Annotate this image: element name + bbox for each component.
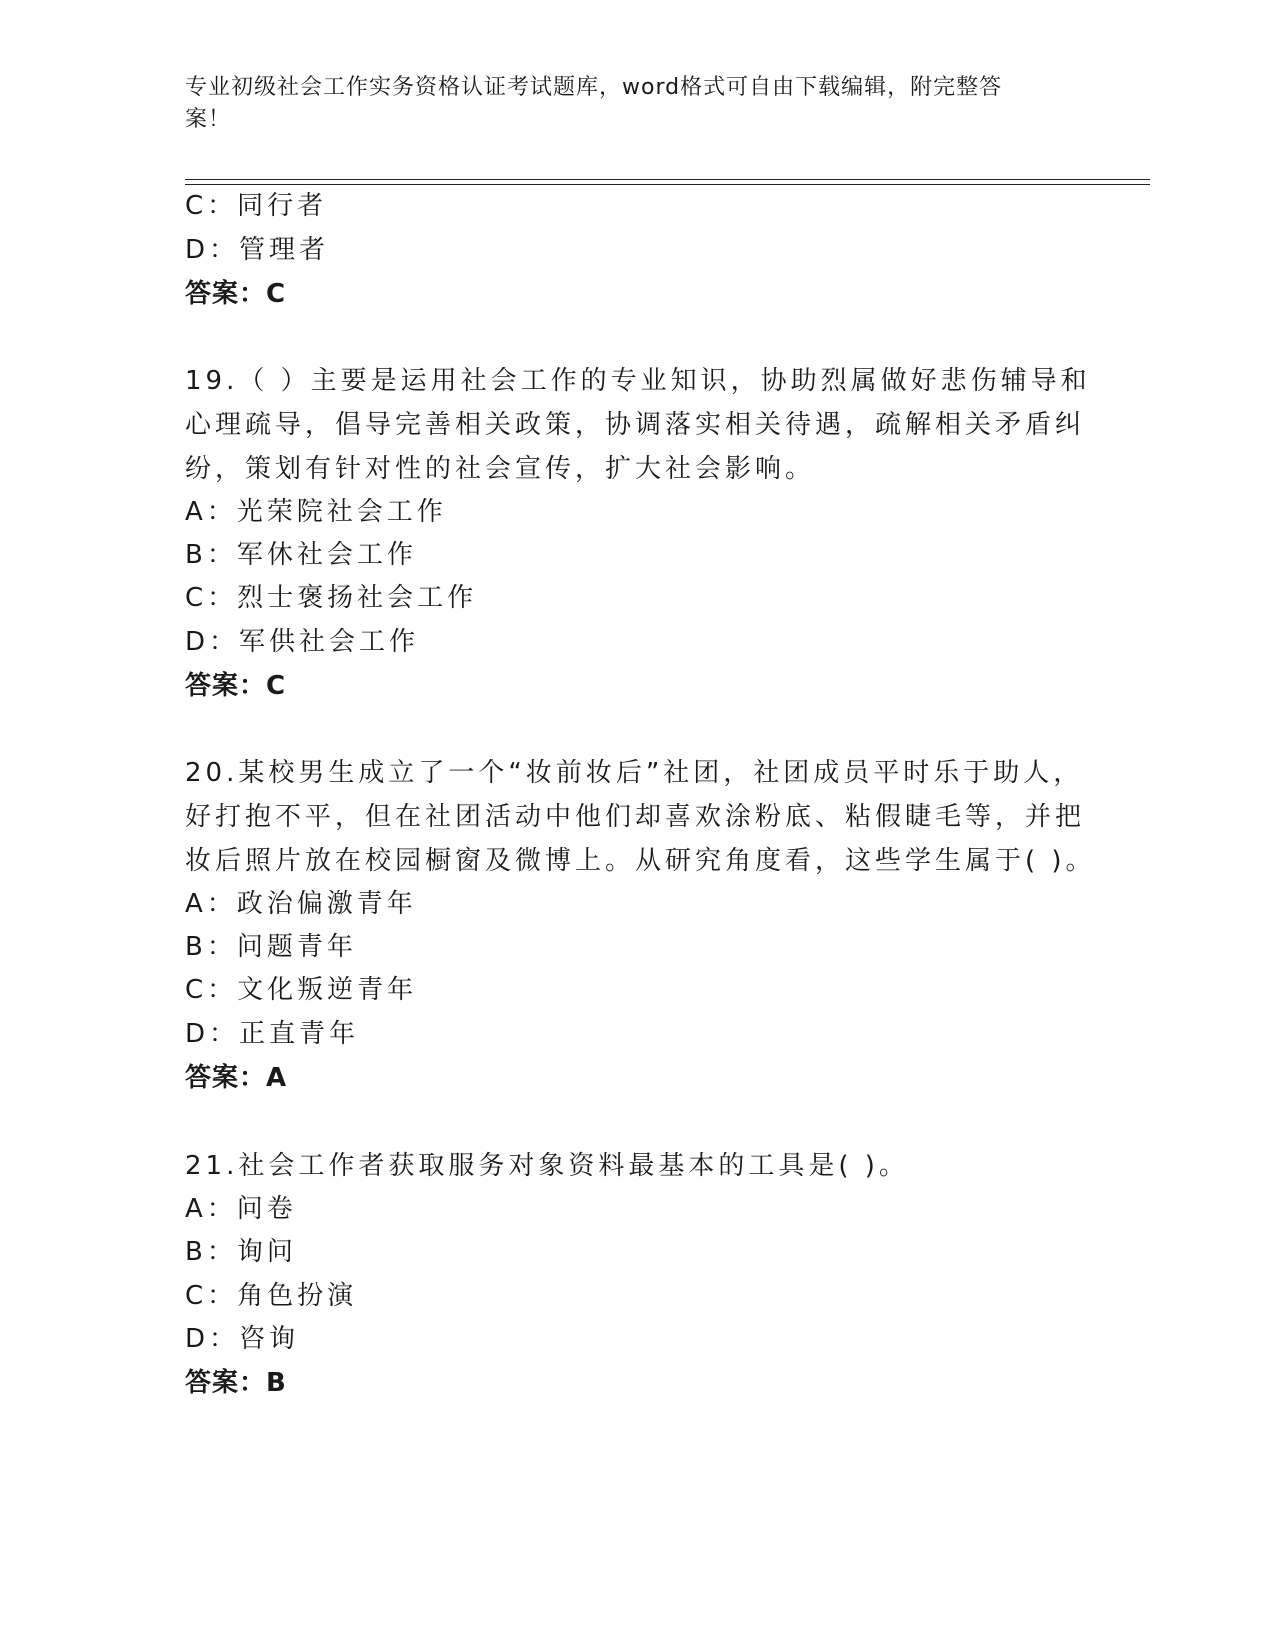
header-line: 专业初级社会工作实务资格认证考试题库，word格式可自由下载编辑，附完整答 [185, 75, 1003, 100]
question-21-option-d: D：咨询 [185, 1324, 300, 1354]
question-20-text: 20.某校男生成立了一个“妆前妆后”社团，社团成员平时乐于助人， [185, 758, 1084, 788]
question-20-option-d: D：正直青年 [185, 1019, 360, 1049]
header-divider [185, 184, 1150, 185]
question-20-option-c: C：文化叛逆青年 [185, 975, 418, 1005]
header-line: 案！ [185, 107, 232, 132]
question-18-option-d: D：管理者 [185, 235, 330, 265]
question-21-option-c: C：角色扮演 [185, 1281, 358, 1311]
question-20-option-a: A：政治偏激青年 [185, 889, 417, 919]
question-20-text: 妆后照片放在校园橱窗及微博上。从研究角度看，这些学生属于( )。 [185, 846, 1096, 876]
question-18-option-c: C：同行者 [185, 191, 328, 221]
question-19-answer: 答案：C [185, 671, 287, 701]
question-21-option-b: B：询问 [185, 1237, 297, 1267]
question-19-option-d: D：军供社会工作 [185, 627, 420, 657]
header-divider [185, 179, 1150, 180]
question-19-text: 心理疏导，倡导完善相关政策，协调落实相关待遇，疏解相关矛盾纠 [185, 410, 1086, 440]
question-20-answer: 答案：A [185, 1063, 288, 1093]
question-21-option-a: A：问卷 [185, 1194, 297, 1224]
question-21-text: 21.社会工作者获取服务对象资料最基本的工具是( )。 [185, 1151, 909, 1181]
question-19-option-b: B：军休社会工作 [185, 540, 417, 570]
question-19-text: 19.（ ）主要是运用社会工作的专业知识，协助烈属做好悲伤辅导和 [185, 366, 1091, 396]
page-header [185, 72, 1065, 136]
question-20-text: 好打抱不平，但在社团活动中他们却喜欢涂粉底、粘假睫毛等，并把 [185, 802, 1086, 832]
question-19-option-a: A：光荣院社会工作 [185, 497, 447, 527]
question-19-text: 纷，策划有针对性的社会宣传，扩大社会影响。 [185, 454, 816, 484]
question-18-answer: 答案：C [185, 279, 287, 309]
question-20-option-b: B：问题青年 [185, 932, 357, 962]
question-19-option-c: C：烈士褒扬社会工作 [185, 583, 478, 613]
question-21-answer: 答案：B [185, 1368, 287, 1398]
